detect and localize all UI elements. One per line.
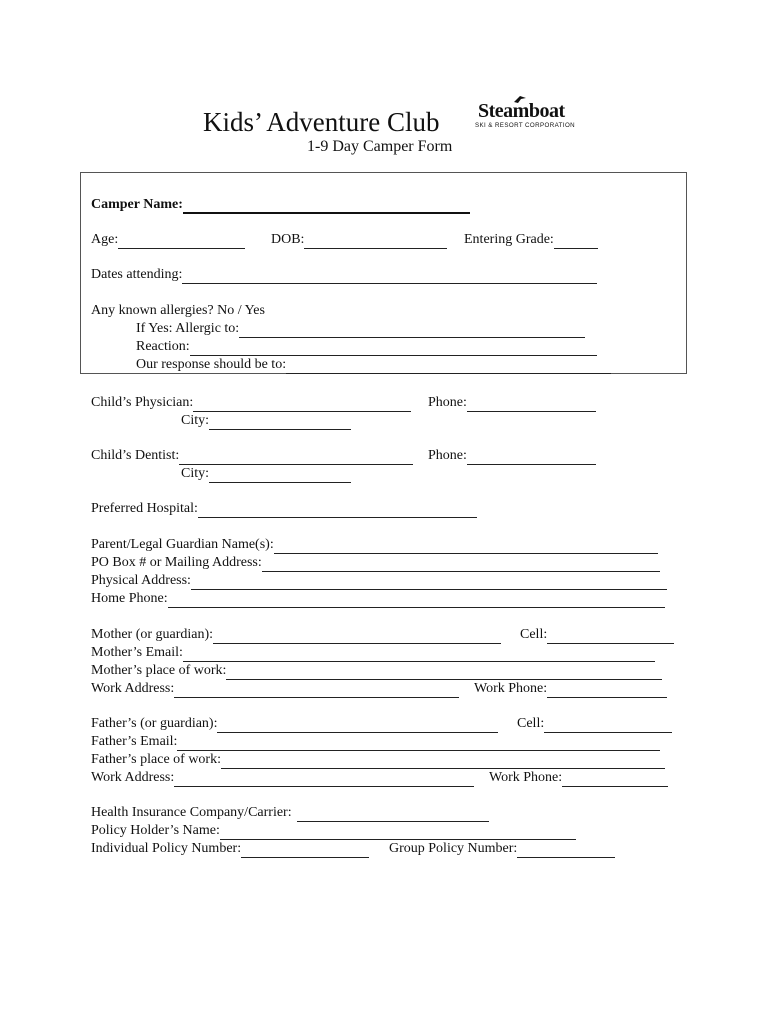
- form-title: Kids’ Adventure Club: [203, 107, 440, 137]
- dob-label: DOB:: [271, 232, 305, 247]
- age-field[interactable]: [118, 236, 245, 249]
- father-work-address-label: Work Address:: [91, 770, 175, 785]
- allergic-to-label: If Yes: Allergic to:: [136, 321, 240, 336]
- response-field[interactable]: [286, 361, 611, 374]
- dob-field[interactable]: [304, 236, 447, 249]
- individual-policy-label: Individual Policy Number:: [91, 841, 242, 856]
- camper-name-row: [91, 196, 470, 214]
- dentist-label: Child’s Dentist:: [91, 448, 180, 463]
- guardian-name-label: Parent/Legal Guardian Name(s):: [91, 537, 274, 552]
- dentist-phone-field[interactable]: [467, 452, 596, 465]
- hospital-field[interactable]: [198, 505, 477, 518]
- mother-workplace-label: Mother’s place of work:: [91, 663, 227, 678]
- po-box-label: PO Box # or Mailing Address:: [91, 555, 262, 570]
- physician-field[interactable]: [193, 399, 411, 412]
- home-phone-row: [91, 590, 665, 608]
- mother-cell-label: Cell:: [520, 627, 548, 642]
- logo-tagline: SKI & RESORT CORPORATION: [475, 122, 576, 129]
- physician-row: [91, 394, 411, 412]
- mother-work-phone-row: [474, 680, 667, 698]
- mother-email-label: Mother’s Email:: [91, 645, 183, 660]
- physician-city-field[interactable]: [209, 417, 351, 430]
- father-cell-row: [517, 715, 672, 733]
- father-email-label: Father’s Email:: [91, 734, 178, 749]
- reaction-label: Reaction:: [136, 339, 190, 354]
- allergies-row: [91, 302, 265, 320]
- physical-address-field[interactable]: [191, 577, 667, 590]
- group-policy-label: Group Policy Number:: [389, 841, 518, 856]
- dentist-phone-row: [428, 447, 596, 465]
- reaction-row: [136, 338, 597, 356]
- logo-wordmark: Steamboat: [478, 100, 565, 122]
- dates-attending-label: Dates attending:: [91, 267, 183, 282]
- father-email-field[interactable]: [177, 738, 660, 751]
- group-policy-field[interactable]: [517, 845, 615, 858]
- po-box-row: [91, 554, 660, 572]
- physician-label: Child’s Physician:: [91, 395, 194, 410]
- mother-name-field[interactable]: [213, 631, 501, 644]
- mother-work-address-label: Work Address:: [91, 681, 175, 696]
- dob-row: [271, 231, 447, 249]
- steamboat-logo: [472, 94, 576, 134]
- insurance-company-row: [91, 804, 489, 822]
- age-row: [91, 231, 245, 249]
- mother-name-label: Mother (or guardian):: [91, 627, 214, 642]
- mother-work-address-field[interactable]: [174, 685, 459, 698]
- entering-grade-label: Entering Grade:: [464, 232, 554, 247]
- dentist-row: [91, 447, 413, 465]
- father-workplace-label: Father’s place of work:: [91, 752, 221, 767]
- father-work-address-field[interactable]: [174, 774, 474, 787]
- form-subtitle: 1-9 Day Camper Form: [307, 138, 453, 155]
- mother-work-phone-label: Work Phone:: [474, 681, 548, 696]
- mother-cell-row: [520, 626, 674, 644]
- camper-name-label: Camper Name:: [91, 197, 183, 212]
- mother-work-address-row: [91, 680, 459, 698]
- father-name-label: Father’s (or guardian):: [91, 716, 218, 731]
- dentist-city-label: City:: [181, 466, 210, 481]
- response-label: Our response should be to:: [136, 357, 287, 372]
- policy-holder-field[interactable]: [220, 827, 576, 840]
- individual-policy-field[interactable]: [241, 845, 369, 858]
- mother-workplace-row: [91, 662, 662, 680]
- mother-row: [91, 626, 501, 644]
- allergies-question: Any known allergies? No / Yes: [91, 303, 265, 318]
- dates-row: [91, 266, 597, 284]
- insurance-company-field[interactable]: [297, 809, 489, 822]
- camper-name-field[interactable]: [183, 200, 470, 214]
- father-name-field[interactable]: [217, 720, 498, 733]
- po-box-field[interactable]: [262, 559, 660, 572]
- father-cell-label: Cell:: [517, 716, 545, 731]
- physical-address-label: Physical Address:: [91, 573, 191, 588]
- guardian-name-field[interactable]: [274, 541, 658, 554]
- group-policy-row: [389, 840, 615, 858]
- response-row: [136, 356, 611, 374]
- physician-phone-row: [428, 394, 596, 412]
- reaction-field[interactable]: [190, 343, 597, 356]
- physician-phone-field[interactable]: [467, 399, 596, 412]
- insurance-company-label: Health Insurance Company/Carrier:: [91, 805, 292, 820]
- home-phone-field[interactable]: [168, 595, 665, 608]
- mother-work-phone-field[interactable]: [547, 685, 667, 698]
- policy-holder-row: [91, 822, 576, 840]
- father-cell-field[interactable]: [544, 720, 672, 733]
- mother-workplace-field[interactable]: [226, 667, 662, 680]
- hospital-label: Preferred Hospital:: [91, 501, 198, 516]
- father-row: [91, 715, 498, 733]
- mother-cell-field[interactable]: [547, 631, 674, 644]
- father-workplace-field[interactable]: [221, 756, 665, 769]
- father-work-phone-row: [489, 769, 668, 787]
- mother-email-field[interactable]: [183, 649, 655, 662]
- guardian-row: [91, 536, 658, 554]
- dentist-city-field[interactable]: [209, 470, 351, 483]
- entering-grade-field[interactable]: [554, 236, 598, 249]
- policy-holder-label: Policy Holder’s Name:: [91, 823, 220, 838]
- dentist-field[interactable]: [179, 452, 413, 465]
- father-email-row: [91, 733, 660, 751]
- dentist-phone-label: Phone:: [428, 448, 467, 463]
- home-phone-label: Home Phone:: [91, 591, 168, 606]
- father-work-phone-field[interactable]: [562, 774, 668, 787]
- grade-row: [464, 231, 598, 249]
- physical-address-row: [91, 572, 667, 590]
- allergic-to-field[interactable]: [239, 325, 585, 338]
- father-work-phone-label: Work Phone:: [489, 770, 563, 785]
- allergic-to-row: [136, 320, 585, 338]
- physician-city-row: [181, 412, 351, 430]
- dentist-city-row: [181, 465, 351, 483]
- father-workplace-row: [91, 751, 665, 769]
- physician-city-label: City:: [181, 413, 210, 428]
- individual-policy-row: [91, 840, 369, 858]
- age-label: Age:: [91, 232, 119, 247]
- hospital-row: [91, 500, 477, 518]
- dates-attending-field[interactable]: [182, 271, 597, 284]
- physician-phone-label: Phone:: [428, 395, 467, 410]
- father-work-address-row: [91, 769, 474, 787]
- mother-email-row: [91, 644, 655, 662]
